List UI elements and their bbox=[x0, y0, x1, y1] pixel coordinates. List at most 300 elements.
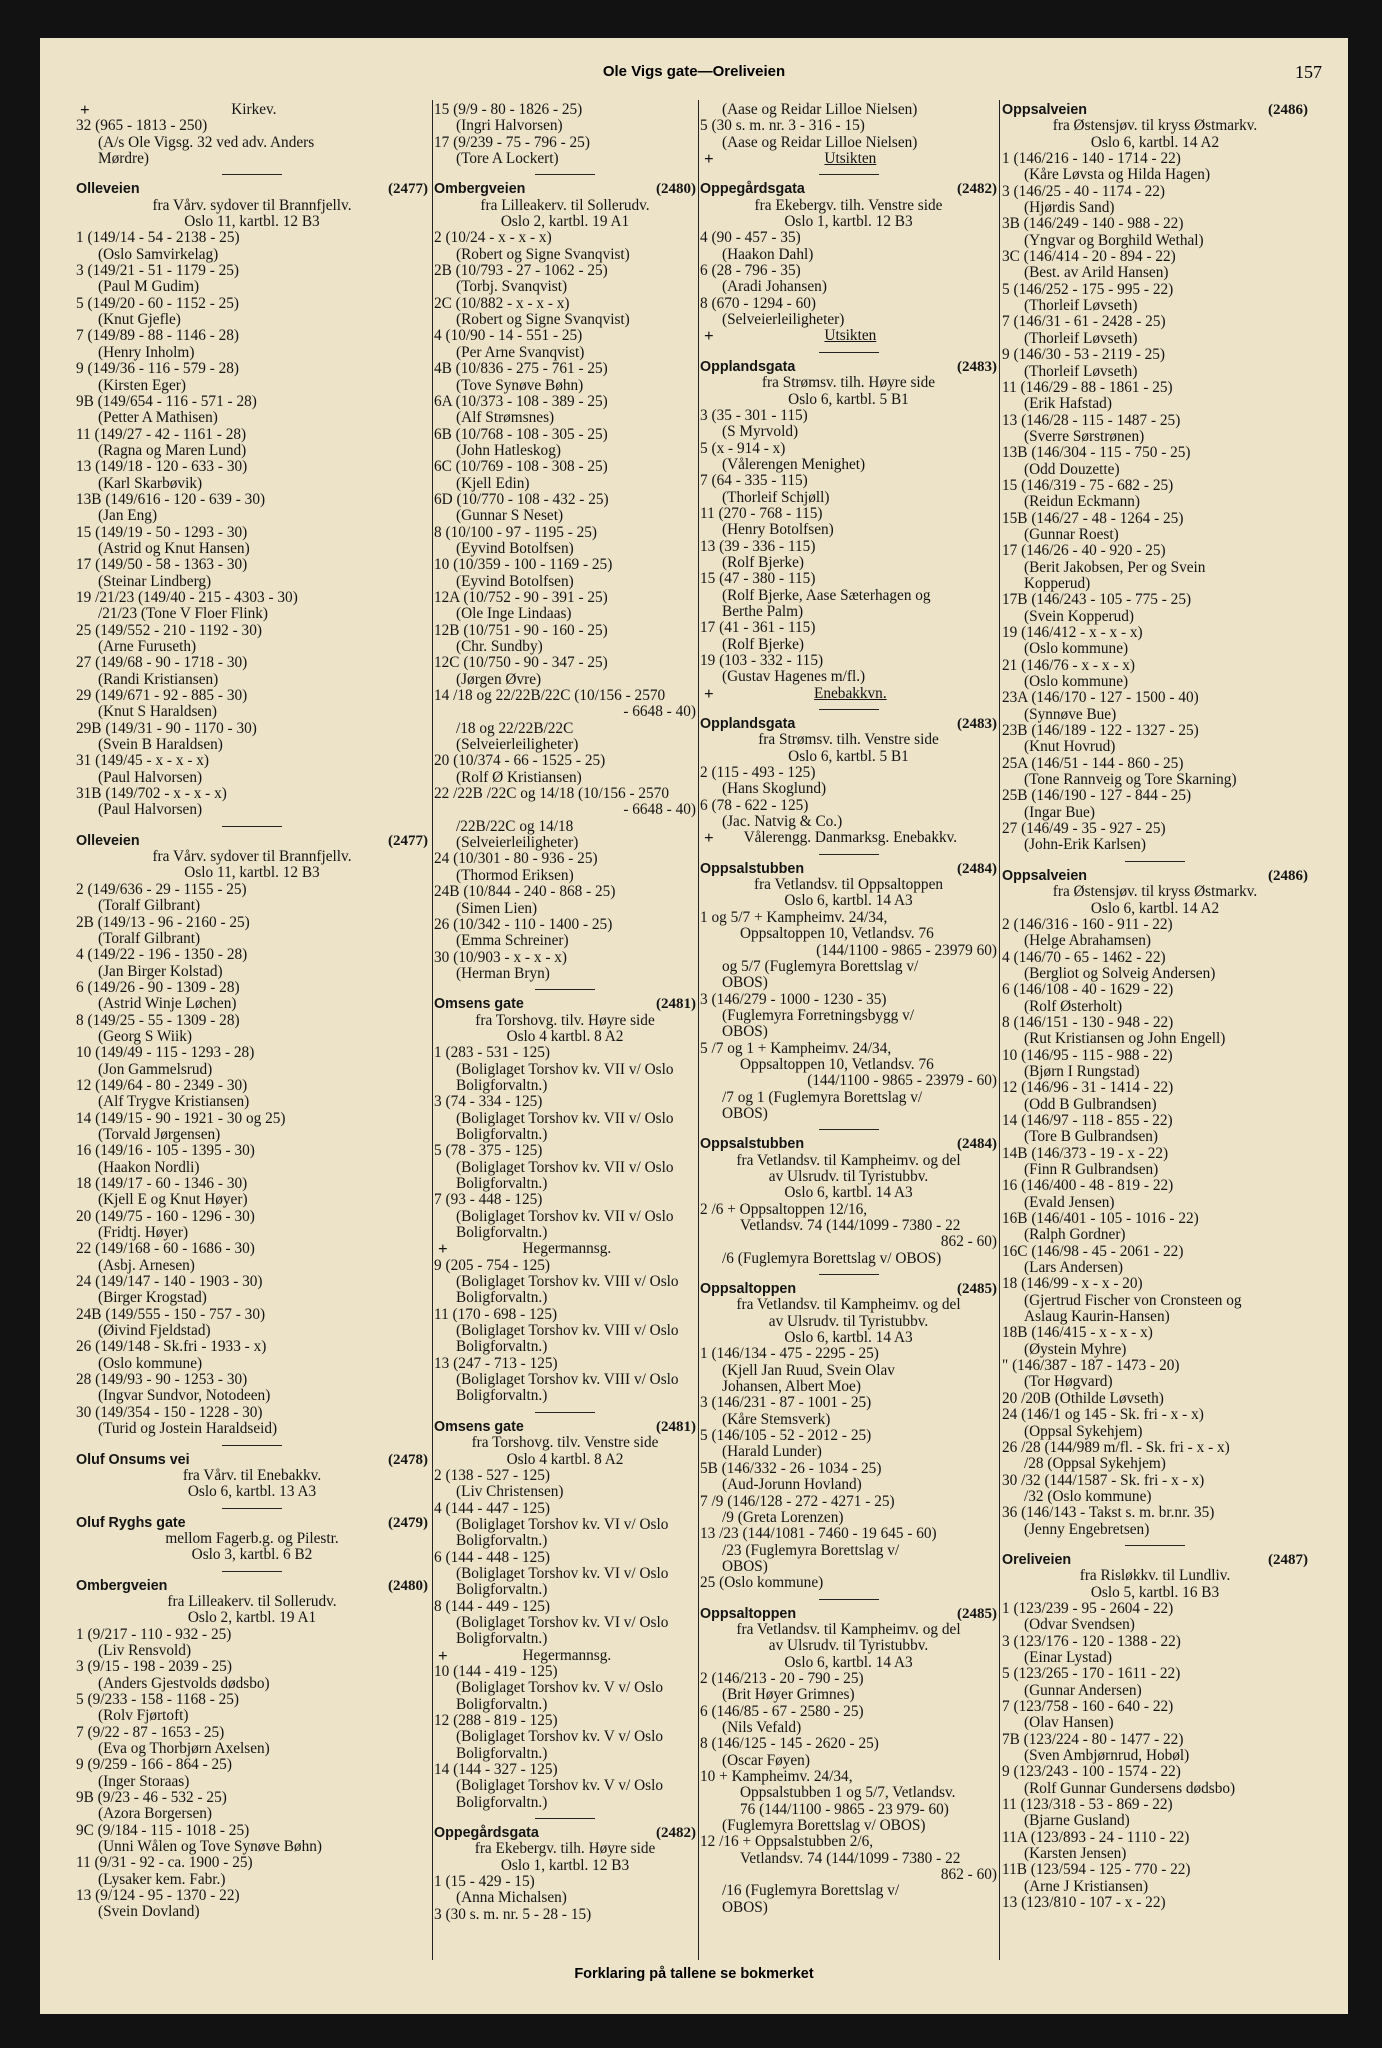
entry-line: 6 (146/108 - 40 - 1629 - 22) bbox=[1002, 981, 1174, 999]
street-name: Opplandsgata bbox=[700, 716, 796, 733]
owner-line: (Toralf Gilbrant) bbox=[98, 897, 201, 915]
column-1 bbox=[76, 102, 428, 1921]
entry-line: 3C (146/414 - 20 - 894 - 22) bbox=[1002, 248, 1176, 266]
entry-line: 14B (146/373 - 19 - x - 22) bbox=[1002, 1144, 1169, 1162]
section-divider bbox=[76, 819, 428, 833]
street-description: Oslo 11, kartbl. 12 B3 bbox=[184, 213, 320, 231]
entry-line: 13 (149/18 - 120 - 633 - 30) bbox=[76, 458, 248, 476]
owner-line: (Rolf Bjerke) bbox=[722, 553, 804, 571]
entry-line: 5 (146/105 - 52 - 2012 - 25) bbox=[700, 1427, 872, 1445]
entry-line: 5 (146/252 - 175 - 995 - 22) bbox=[1002, 280, 1174, 298]
owner-line: (Oslo kommune) bbox=[1024, 640, 1129, 658]
owner-line: (Kjell Jan Ruud, Svein Olav bbox=[722, 1361, 895, 1379]
owner-line: (Sverre Sørstrønen) bbox=[1024, 427, 1145, 445]
entry-line: 10 (146/95 - 115 - 988 - 22) bbox=[1002, 1046, 1173, 1064]
street-name: Oluf Onsums vei bbox=[76, 1451, 190, 1468]
entry-line: 12 (288 - 819 - 125) bbox=[434, 1712, 558, 1729]
entry-line: 20 (149/75 - 160 - 1296 - 30) bbox=[76, 1207, 255, 1225]
entry-line: 9B (9/23 - 46 - 532 - 25) bbox=[76, 1789, 227, 1807]
entry-line: 6 (146/85 - 67 - 2580 - 25) bbox=[700, 1702, 864, 1720]
entry-line: 14 (146/97 - 118 - 855 - 22) bbox=[1002, 1111, 1173, 1129]
owner-line: (Oslo kommune) bbox=[1024, 673, 1129, 691]
entry-line: 3 (74 - 334 - 125) bbox=[434, 1093, 543, 1111]
street-name: Oppsalstubben bbox=[700, 860, 805, 877]
owner-line: (Gunnar Roest) bbox=[1024, 525, 1119, 543]
entry-line: 6 (149/26 - 90 - 1309 - 28) bbox=[76, 978, 240, 996]
owner-line: Boligforvaltn.) bbox=[456, 1581, 548, 1599]
owner-line: (Bjørn I Rungstad) bbox=[1024, 1062, 1140, 1080]
owner-line: (Herman Bryn) bbox=[456, 964, 550, 982]
street-code: (2477) bbox=[388, 181, 428, 198]
owner-line: Boligforvaltn.) bbox=[456, 1125, 548, 1143]
entry-line: 27 (149/68 - 90 - 1718 - 30) bbox=[76, 654, 248, 672]
owner-line: (Boliglaget Torshov kv. VIII v/ Oslo bbox=[456, 1273, 679, 1291]
street-description: Oslo 6, kartbl. 14 A3 bbox=[784, 1329, 913, 1347]
owner-line: (Svein B Haraldsen) bbox=[98, 736, 223, 754]
entry-line: 16 (146/400 - 48 - 819 - 22) bbox=[1002, 1177, 1174, 1195]
owner-line: (Tor Høgvard) bbox=[1024, 1373, 1113, 1391]
section-divider bbox=[700, 1122, 997, 1136]
street-heading bbox=[76, 1515, 428, 1531]
owner-line: (Yngvar og Borghild Wethal) bbox=[1024, 231, 1204, 249]
entry-line: 36 (146/143 - Takst s. m. br.nr. 35) bbox=[1002, 1504, 1215, 1522]
entry-line: 2 (115 - 493 - 125) bbox=[700, 764, 816, 782]
owner-line: /18 og 22/22B/22C bbox=[456, 719, 574, 737]
owner-line: (Eyvind Botolfsen) bbox=[456, 572, 574, 590]
entry-line: 3 (35 - 301 - 115) bbox=[700, 406, 808, 424]
street-code: (2480) bbox=[388, 1577, 428, 1594]
owner-line: (Knut S Haraldsen) bbox=[98, 703, 217, 721]
street-heading bbox=[1002, 1552, 1308, 1568]
page-title: Ole Vigs gate—Oreliveien bbox=[602, 63, 786, 80]
street-description: Oslo 1, kartbl. 12 B3 bbox=[500, 1856, 630, 1874]
plus-icon: + bbox=[704, 149, 714, 169]
owner-line: (Boliglaget Torshov kv. V v/ Oslo bbox=[456, 1728, 664, 1746]
entry-line: 12A (10/752 - 90 - 391 - 25) bbox=[434, 588, 608, 606]
owner-line: (Thormod Eriksen) bbox=[456, 866, 574, 884]
entry-line: 2 (138 - 527 - 125) bbox=[434, 1466, 550, 1484]
owner-line: og 5/7 (Fuglemyra Borettslag v/ bbox=[722, 957, 919, 975]
entry-continuation: - 6648 - 40) bbox=[623, 801, 696, 819]
entry-line: 24 (10/301 - 80 - 936 - 25) bbox=[434, 850, 598, 868]
entry-line: 9C (9/184 - 115 - 1018 - 25) bbox=[76, 1821, 250, 1839]
owner-line: (Henry Inholm) bbox=[98, 343, 195, 361]
owner-line: (Rolf Bjerke) bbox=[722, 635, 804, 653]
entry-line: 11B (123/594 - 125 - 770 - 22) bbox=[1002, 1861, 1191, 1879]
entry-continuation: Vetlandsv. 74 (144/1099 - 7380 - 22 bbox=[740, 1849, 961, 1867]
owner-line: Boligforvaltn.) bbox=[456, 1695, 548, 1713]
entry-line: 19 (146/412 - x - x - x) bbox=[1002, 624, 1143, 641]
directory-page bbox=[40, 38, 1348, 2014]
owner-line: (Boliglaget Torshov kv. VII v/ Oslo bbox=[456, 1158, 674, 1176]
owner-line: (Thorleif Løvseth) bbox=[1024, 362, 1138, 380]
street-description: Oslo 4 kartbl. 8 A2 bbox=[506, 1027, 624, 1045]
street-name: Oreliveien bbox=[1002, 1551, 1072, 1568]
plus-icon: + bbox=[438, 1645, 448, 1665]
owner-line: (Paul M Gudim) bbox=[98, 278, 200, 296]
entry-line: 5B (146/332 - 26 - 1034 - 25) bbox=[700, 1459, 882, 1477]
owner-line: (Erik Hafstad) bbox=[1024, 395, 1112, 413]
entry-line: 4 (146/70 - 65 - 1462 - 22) bbox=[1002, 948, 1166, 966]
street-description: fra Torshovg. tilv. Høyre side bbox=[475, 1011, 655, 1029]
owner-line: OBOS) bbox=[722, 1104, 768, 1122]
owner-line: (Steinar Lindberg) bbox=[98, 572, 212, 590]
street-heading bbox=[434, 996, 696, 1012]
street-code: (2484) bbox=[957, 1136, 997, 1153]
cross-street-name: Kirkev. bbox=[231, 101, 277, 118]
page-header bbox=[40, 60, 1348, 86]
entry-line: 17 (41 - 361 - 115) bbox=[700, 619, 816, 637]
entry-line: 2 (146/316 - 160 - 911 - 22) bbox=[1002, 915, 1173, 933]
street-description: av Ulsrudv. til Tyristubbv. bbox=[768, 1312, 929, 1330]
owner-line: (Fuglemyra Borettslag v/ OBOS) bbox=[722, 1817, 926, 1835]
street-code: (2480) bbox=[656, 181, 696, 198]
owner-line: (Aud-Jorunn Hovland) bbox=[722, 1476, 862, 1494]
entry-line: 10 (10/359 - 100 - 1169 - 25) bbox=[434, 556, 613, 574]
owner-line: (Gustav Hagenes m/fl.) bbox=[722, 668, 866, 686]
owner-line: (Eva og Thorbjørn Axelsen) bbox=[98, 1740, 270, 1757]
street-heading bbox=[700, 1606, 997, 1622]
entry-line: 2 /6 + Oppsaltoppen 12/16, bbox=[700, 1200, 868, 1218]
entry-line: 3 (146/279 - 1000 - 1230 - 35) bbox=[700, 990, 887, 1008]
cross-street-line bbox=[76, 102, 428, 118]
entry-line: 1 (123/239 - 95 - 2604 - 22) bbox=[1002, 1599, 1174, 1617]
entry-line: 3 (146/25 - 40 - 1174 - 22) bbox=[1002, 182, 1165, 200]
cross-street-name: Vålerengg. Danmarksg. Enebakkv. bbox=[743, 829, 958, 847]
street-heading bbox=[76, 181, 428, 197]
entry-line: 12 /16 + Oppsalstubben 2/6, bbox=[700, 1833, 874, 1851]
entry-line: 1 (283 - 531 - 125) bbox=[434, 1044, 550, 1062]
cross-street-line bbox=[700, 830, 997, 846]
entry-line: 1 (9/217 - 110 - 932 - 25) bbox=[76, 1625, 232, 1643]
owner-line: (Robert og Signe Svanqvist) bbox=[456, 311, 630, 329]
section-divider bbox=[76, 167, 428, 181]
entry-line: 6B (10/768 - 108 - 305 - 25) bbox=[434, 425, 608, 443]
entry-line: 11 (146/29 - 88 - 1861 - 25) bbox=[1002, 378, 1173, 396]
street-name: Opplandsgata bbox=[700, 358, 796, 375]
entry-line: 8 (10/100 - 97 - 1195 - 25) bbox=[434, 523, 597, 541]
entry-line: 9 (146/30 - 53 - 2119 - 25) bbox=[1002, 346, 1165, 364]
street-description: Oslo 2, kartbl. 19 A1 bbox=[500, 213, 630, 231]
owner-line: Boligforvaltn.) bbox=[456, 1630, 548, 1648]
entry-continuation: (144/1100 - 9865 - 23979 - 60) bbox=[807, 1072, 997, 1090]
owner-line: (Sven Ambjørnrud, Hobøl) bbox=[1024, 1747, 1190, 1765]
street-code: (2487) bbox=[1268, 1551, 1308, 1568]
entry-line: 3 (30 s. m. nr. 5 - 28 - 15) bbox=[434, 1905, 592, 1923]
entry-line: 22 (149/168 - 60 - 1686 - 30) bbox=[76, 1240, 255, 1258]
street-code: (2486) bbox=[1268, 867, 1308, 884]
section-divider bbox=[700, 847, 997, 861]
owner-line: /22B/22C og 14/18 bbox=[456, 817, 574, 835]
street-description: Oslo 11, kartbl. 12 B3 bbox=[184, 864, 320, 882]
owner-line: (Ingri Halvorsen) bbox=[456, 117, 563, 135]
owner-line: (Helge Abrahamsen) bbox=[1024, 932, 1151, 950]
section-divider bbox=[700, 1592, 997, 1606]
section-divider bbox=[434, 1811, 696, 1825]
owner-line: (Gunnar S Neset) bbox=[456, 507, 564, 525]
owner-line: (Olav Hansen) bbox=[1024, 1714, 1114, 1732]
owner-line: (Petter A Mathisen) bbox=[98, 409, 218, 427]
entry-line: 18 (149/17 - 60 - 1346 - 30) bbox=[76, 1175, 248, 1192]
section-divider bbox=[76, 1438, 428, 1452]
entry-line: 8 (146/151 - 130 - 948 - 22) bbox=[1002, 1013, 1174, 1031]
owner-line: (Einar Lystad) bbox=[1024, 1648, 1112, 1666]
entry-line: 12 (149/64 - 80 - 2349 - 30) bbox=[76, 1076, 248, 1094]
entry-line: 6 (144 - 448 - 125) bbox=[434, 1548, 550, 1566]
entry-line: 3 (123/176 - 120 - 1388 - 22) bbox=[1002, 1632, 1181, 1650]
street-name: Oppsalveien bbox=[1002, 102, 1088, 118]
entry-line: 13B (146/304 - 115 - 750 - 25) bbox=[1002, 444, 1191, 462]
entry-line: 5 (123/265 - 170 - 1611 - 22) bbox=[1002, 1665, 1181, 1683]
owner-line: (Bergliot og Solveig Andersen) bbox=[1024, 964, 1216, 982]
entry-line: 7 (64 - 335 - 115) bbox=[700, 472, 808, 490]
owner-line: (Kåre Stemsverk) bbox=[722, 1410, 831, 1428]
entry-line: 10 (149/49 - 115 - 1293 - 28) bbox=[76, 1044, 255, 1062]
owner-line: (Eyvind Botolfsen) bbox=[456, 539, 574, 557]
entry-line: 15B (146/27 - 48 - 1264 - 25) bbox=[1002, 509, 1184, 527]
entry-line: 1 (146/216 - 140 - 1714 - 22) bbox=[1002, 150, 1181, 168]
street-name: Oppsalveien bbox=[1002, 867, 1088, 884]
street-description: fra Lilleakerv. til Sollerudv. bbox=[480, 196, 650, 214]
entry-line: 12B (10/751 - 90 - 160 - 25) bbox=[434, 621, 608, 639]
entry-line: 6C (10/769 - 108 - 308 - 25) bbox=[434, 458, 608, 476]
owner-line: /9 (Greta Lorenzen) bbox=[722, 1508, 844, 1526]
entry-line: 24B (149/555 - 150 - 757 - 30) bbox=[76, 1305, 266, 1323]
entry-line: 4B (10/836 - 275 - 761 - 25) bbox=[434, 360, 608, 378]
street-description: fra Østensjøv. til kryss Østmarkv. bbox=[1052, 117, 1258, 135]
owner-line: (Odd B Gulbrandsen) bbox=[1024, 1095, 1157, 1113]
entry-line: 13 (247 - 713 - 125) bbox=[434, 1354, 558, 1372]
entry-line: 4 (10/90 - 14 - 551 - 25) bbox=[434, 327, 583, 345]
street-description: Oslo 5, kartbl. 16 B3 bbox=[1090, 1583, 1220, 1601]
owner-line: (Rolf Østerholt) bbox=[1024, 997, 1123, 1015]
owner-line: (John Hatleskog) bbox=[456, 441, 561, 459]
entry-line: 15 (9/9 - 80 - 1826 - 25) bbox=[434, 101, 583, 118]
street-description: fra Torshovg. tilv. Venstre side bbox=[471, 1434, 659, 1452]
owner-line: (Hans Skoglund) bbox=[722, 780, 827, 798]
section-divider bbox=[700, 1267, 997, 1281]
owner-line: Aslaug Kaurin-Hansen) bbox=[1024, 1308, 1170, 1326]
owner-line: (Jørgen Øvre) bbox=[456, 670, 542, 688]
street-code: (2483) bbox=[957, 358, 997, 375]
owner-line: Boligforvaltn.) bbox=[456, 1387, 548, 1405]
street-heading bbox=[1002, 102, 1308, 118]
street-code: (2483) bbox=[957, 716, 997, 733]
owner-line: /23 (Fuglemyra Borettslag v/ bbox=[722, 1541, 900, 1559]
entry-line: 17B (146/243 - 105 - 775 - 25) bbox=[1002, 591, 1192, 609]
street-name: Ombergveien bbox=[434, 181, 526, 198]
column-divider bbox=[432, 100, 433, 1960]
owner-line: (Oslo kommune) bbox=[98, 1354, 203, 1372]
owner-line: (Selveierleiligheter) bbox=[456, 834, 579, 852]
owner-line: (Jac. Natvig & Co.) bbox=[722, 813, 843, 831]
entry-line: 25B (146/190 - 127 - 844 - 25) bbox=[1002, 787, 1192, 805]
owner-line: (Gunnar Andersen) bbox=[1024, 1681, 1142, 1699]
column-2 bbox=[434, 102, 696, 1923]
entry-line: 7 (123/758 - 160 - 640 - 22) bbox=[1002, 1698, 1174, 1715]
owner-line: (Simen Lien) bbox=[456, 899, 538, 917]
entry-continuation: - 6648 - 40) bbox=[623, 703, 696, 721]
owner-line: /6 (Fuglemyra Borettslag v/ OBOS) bbox=[722, 1249, 942, 1267]
cross-street-line bbox=[700, 683, 997, 703]
street-heading bbox=[76, 833, 428, 849]
owner-line: (Aase og Reidar Lilloe Nielsen) bbox=[722, 101, 918, 118]
entry-line: 5 (x - 914 - x) bbox=[700, 439, 786, 457]
owner-line: (Ralph Gordner) bbox=[1024, 1226, 1126, 1244]
plus-icon: + bbox=[704, 326, 714, 346]
owner-line: (Arne J Kristiansen) bbox=[1024, 1877, 1149, 1895]
street-name: Oppegårdsgata bbox=[434, 1825, 539, 1842]
cross-street-name: Utsikten bbox=[824, 327, 877, 345]
entry-line: 5 /7 og 1 + Kampheimv. 24/34, bbox=[700, 1039, 892, 1057]
entry-line: 3 (149/21 - 51 - 1179 - 25) bbox=[76, 262, 239, 280]
street-description: fra Risløkkv. til Lundliv. bbox=[1079, 1567, 1231, 1585]
street-code: (2482) bbox=[957, 181, 997, 198]
owner-line: (Asbj. Arnesen) bbox=[98, 1256, 195, 1274]
entry-line: 11A (123/893 - 24 - 1110 - 22) bbox=[1002, 1828, 1190, 1846]
plus-icon: + bbox=[438, 1239, 448, 1259]
street-description: Oslo 6, kartbl. 5 B1 bbox=[788, 390, 909, 408]
entry-line: 10 (144 - 419 - 125) bbox=[434, 1662, 558, 1680]
owner-line: (Berit Jakobsen, Per og Svein bbox=[1024, 558, 1206, 576]
owner-line: (Boliglaget Torshov kv. VII v/ Oslo bbox=[456, 1109, 674, 1127]
owner-line: (Harald Lunder) bbox=[722, 1443, 822, 1461]
street-code: (2484) bbox=[957, 860, 997, 877]
entry-continuation: Vetlandsv. 74 (144/1099 - 7380 - 22 bbox=[740, 1217, 961, 1234]
street-description: Oslo 6, kartbl. 14 A3 bbox=[784, 1653, 913, 1671]
entry-line: 20 (10/374 - 66 - 1525 - 25) bbox=[434, 752, 606, 770]
entry-line: 28 (149/93 - 90 - 1253 - 30) bbox=[76, 1371, 248, 1389]
plus-icon: + bbox=[80, 100, 90, 119]
owner-line: (Liv Rensvold) bbox=[98, 1641, 192, 1659]
entry-line: 29 (149/671 - 92 - 885 - 30) bbox=[76, 687, 248, 705]
street-code: (2481) bbox=[656, 996, 696, 1013]
owner-line: (Kjell Edin) bbox=[456, 474, 530, 492]
entry-line: 13 (39 - 336 - 115) bbox=[700, 537, 816, 555]
street-description: Oslo 6, kartbl. 5 B1 bbox=[788, 747, 909, 765]
entry-line: 15 (146/319 - 75 - 682 - 25) bbox=[1002, 476, 1174, 494]
entry-line: 14 (144 - 327 - 125) bbox=[434, 1761, 558, 1779]
entry-line: 22 /22B /22C og 14/18 (10/156 - 2570 bbox=[434, 785, 669, 803]
owner-line: OBOS) bbox=[722, 1023, 768, 1041]
entry-line: 31 (149/45 - x - x - x) bbox=[76, 752, 209, 770]
owner-line: (Best. av Arild Hansen) bbox=[1024, 264, 1169, 282]
owner-line: Boligforvaltn.) bbox=[456, 1338, 548, 1356]
owner-line: (Paul Halvorsen) bbox=[98, 768, 203, 786]
owner-line: (Tove Synøve Bøhn) bbox=[456, 376, 584, 394]
entry-line: 17 (146/26 - 40 - 920 - 25) bbox=[1002, 542, 1166, 560]
entry-line: 5 (30 s. m. nr. 3 - 316 - 15) bbox=[700, 117, 865, 135]
owner-line: (Reidun Eckmann) bbox=[1024, 493, 1140, 511]
entry-continuation: Oppsaltoppen 10, Vetlandsv. 76 bbox=[740, 1055, 934, 1073]
entry-line: 7B (123/224 - 80 - 1477 - 22) bbox=[1002, 1730, 1184, 1748]
owner-line: (Kjell E og Knut Høyer) bbox=[98, 1191, 248, 1209]
column-divider bbox=[999, 100, 1000, 1960]
owner-line: (Finn R Gulbrandsen) bbox=[1024, 1161, 1159, 1178]
entry-line: 26 (10/342 - 110 - 1400 - 25) bbox=[434, 915, 613, 933]
entry-line: 1 (146/134 - 475 - 2295 - 25) bbox=[700, 1345, 879, 1363]
owner-line: Boligforvaltn.) bbox=[456, 1076, 548, 1094]
street-heading bbox=[700, 861, 997, 877]
owner-line: (Turid og Jostein Haraldseid) bbox=[98, 1420, 278, 1438]
owner-line: (Tone Rannveig og Tore Skarning) bbox=[1024, 771, 1237, 789]
entry-line: 13 (146/28 - 115 - 1487 - 25) bbox=[1002, 411, 1181, 429]
owner-line: OBOS) bbox=[722, 974, 768, 992]
entry-line: 2B (149/13 - 96 - 2160 - 25) bbox=[76, 913, 250, 931]
entry-line: 7 (149/89 - 88 - 1146 - 28) bbox=[76, 327, 239, 345]
owner-line: (Astrid og Knut Hansen) bbox=[98, 539, 250, 557]
entry-line: 25 (149/552 - 210 - 1192 - 30) bbox=[76, 621, 262, 639]
owner-line: (Boliglaget Torshov kv. VI v/ Oslo bbox=[456, 1613, 669, 1631]
owner-line: (Svein Kopperud) bbox=[1024, 607, 1135, 625]
owner-line: (Boliglaget Torshov kv. V v/ Oslo bbox=[456, 1777, 664, 1795]
plus-icon: + bbox=[704, 683, 714, 703]
section-divider bbox=[1002, 854, 1308, 868]
entry-line: 2B (10/793 - 27 - 1062 - 25) bbox=[434, 262, 608, 280]
entry-line: 3 (146/231 - 87 - 1001 - 25) bbox=[700, 1394, 872, 1412]
owner-line: (Rolf Ø Kristiansen) bbox=[456, 768, 582, 786]
entry-line: 17 (9/239 - 75 - 796 - 25) bbox=[434, 133, 590, 151]
street-name: Oluf Ryghs gate bbox=[76, 1514, 186, 1531]
owner-line: (Toralf Gilbrant) bbox=[98, 929, 201, 947]
owner-line: (Boliglaget Torshov kv. VII v/ Oslo bbox=[456, 1207, 674, 1225]
owner-line: (Unni Wålen og Tove Synøve Bøhn) bbox=[98, 1838, 322, 1856]
owner-line: Kopperud) bbox=[1024, 574, 1091, 592]
entry-line: 19 (103 - 332 - 115) bbox=[700, 652, 824, 669]
entry-line: 13B (149/616 - 120 - 639 - 30) bbox=[76, 490, 266, 508]
entry-line: 1 (149/14 - 54 - 2138 - 25) bbox=[76, 229, 240, 247]
entry-line: 2 (149/636 - 29 - 1155 - 25) bbox=[76, 880, 247, 898]
owner-line: (Evald Jensen) bbox=[1024, 1193, 1115, 1211]
entry-line: 6 (28 - 796 - 35) bbox=[700, 262, 801, 280]
entry-line: 1 og 5/7 + Kampheimv. 24/34, bbox=[700, 908, 888, 926]
entry-line: 9 (205 - 754 - 125) bbox=[434, 1256, 550, 1274]
entry-line: " (146/387 - 187 - 1473 - 20) bbox=[1002, 1357, 1180, 1375]
street-heading bbox=[434, 1825, 696, 1841]
page-footer: Forklaring på tallene se bokmerket bbox=[574, 1966, 814, 1982]
owner-line: (John-Erik Karlsen) bbox=[1024, 836, 1146, 854]
street-description: fra Ekebergv. tilh. Venstre side bbox=[754, 196, 943, 214]
owner-line: (Selveierleiligheter) bbox=[456, 736, 579, 754]
entry-line: 7 (9/22 - 87 - 1653 - 25) bbox=[76, 1723, 225, 1741]
owner-line: (Tore A Lockert) bbox=[456, 150, 559, 168]
owner-line: (Ingar Bue) bbox=[1024, 803, 1095, 821]
owner-line: (Liv Christensen) bbox=[456, 1483, 564, 1501]
owner-line: (Svein Dovland) bbox=[98, 1903, 200, 1921]
street-description: fra Vetlandsv. til Kampheimv. og del bbox=[736, 1620, 961, 1638]
plus-icon: + bbox=[704, 828, 714, 848]
street-heading bbox=[1002, 868, 1308, 884]
entry-line: 8 (146/125 - 145 - 2620 - 25) bbox=[700, 1735, 879, 1753]
street-code: (2485) bbox=[957, 1281, 997, 1298]
entry-line: 25A (146/51 - 144 - 860 - 25) bbox=[1002, 754, 1184, 772]
owner-line: (Alf Strømsnes) bbox=[456, 409, 555, 427]
owner-line: (Brit Høyer Grimnes) bbox=[722, 1686, 855, 1704]
section-divider bbox=[434, 167, 696, 181]
entry-line: 15 (47 - 380 - 115) bbox=[700, 570, 816, 588]
entry-line: 11 (170 - 698 - 125) bbox=[434, 1305, 558, 1323]
cross-street-name: Utsikten bbox=[824, 150, 877, 168]
entry-line: 18B (146/415 - x - x - x) bbox=[1002, 1324, 1153, 1342]
owner-line: (Per Arne Svanqvist) bbox=[456, 343, 585, 361]
column-divider bbox=[698, 100, 699, 1960]
street-name: Oppsaltoppen bbox=[700, 1281, 797, 1298]
entry-continuation: Oppsaltoppen 10, Vetlandsv. 76 bbox=[740, 925, 934, 943]
street-code: (2486) bbox=[1268, 102, 1308, 118]
owner-line: (Georg S Wiik) bbox=[98, 1027, 192, 1045]
street-name: Olleveien bbox=[76, 832, 140, 849]
entry-line: 4 (149/22 - 196 - 1350 - 28) bbox=[76, 946, 248, 964]
